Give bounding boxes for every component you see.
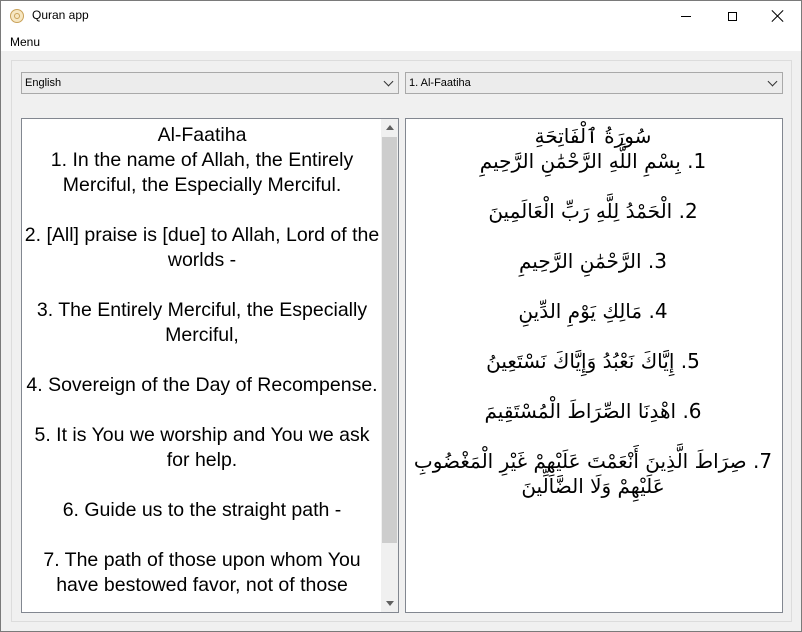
close-icon — [772, 10, 784, 22]
translation-verse-7: 7. The path of those upon whom You have bestowed favor, not of those — [43, 549, 361, 596]
arabic-verse-6: 6. اهْدِنَا الصِّرَاطَ الْمُسْتَقِيمَ — [484, 399, 702, 423]
quran-app-icon — [10, 9, 24, 23]
translation-verse-6: 6. Guide us to the straight path - — [62, 499, 342, 521]
translation-panel[interactable] — [21, 118, 399, 613]
menu-item-menu[interactable]: Menu — [10, 35, 41, 49]
arrow-up-icon — [386, 125, 394, 130]
title-bar[interactable] — [1, 1, 801, 31]
minimize-icon — [681, 16, 691, 17]
close-button[interactable] — [755, 1, 801, 31]
translation-verse-4: 4. Sovereign of the Day of Recompense. — [26, 374, 378, 396]
translation-title: Al-Faatiha — [157, 124, 247, 146]
window-title: Quran app — [32, 8, 89, 22]
arabic-text — [410, 123, 776, 524]
arabic-verse-2: 2. الْحَمْدُ لِلَّهِ رَبِّ الْعَالَمِينَ — [488, 199, 698, 223]
surah-select[interactable] — [405, 72, 783, 94]
translation-verse-1: 1. In the name of Allah, the Entirely Merciful, the Especially Merciful. — [50, 149, 354, 196]
maximize-icon — [728, 12, 737, 21]
translation-verse-3: 3. The Entirely Merciful, the Especially Merciful, — [36, 299, 368, 346]
menu-bar — [1, 31, 801, 51]
language-select[interactable] — [21, 72, 399, 94]
surah-select-value: 1. Al-Faatiha — [409, 77, 471, 89]
arabic-verse-7: 7. صِرَاطَ الَّذِينَ أَنْعَمْتَ عَلَيْهِمْ غَيْرِ الْمَغْضُوبِ عَلَيْهِمْ وَلَا الضَّالِّينَ — [413, 449, 773, 498]
translation-text — [23, 123, 381, 613]
chevron-down-icon — [384, 77, 394, 87]
scroll-down-button[interactable] — [381, 595, 398, 612]
language-select-value: English — [25, 77, 62, 89]
minimize-button[interactable] — [663, 1, 709, 31]
translation-scrollbar[interactable] — [381, 119, 398, 612]
arabic-verse-5: 5. إِيَّاكَ نَعْبُدُ وَإِيَّاكَ نَسْتَعِينُ — [486, 349, 700, 373]
scroll-up-button[interactable] — [381, 119, 398, 136]
translation-verse-2: 2. [All] praise is [due] to Allah, Lord of the worlds - — [24, 224, 380, 271]
arabic-verse-4: 4. مَالِكِ يَوْمِ الدِّينِ — [518, 299, 668, 323]
arabic-panel[interactable] — [405, 118, 783, 613]
arabic-verse-1: 1. بِسْمِ اللَّهِ الرَّحْمَٰنِ الرَّحِيمِ — [479, 149, 707, 173]
arrow-down-icon — [386, 601, 394, 606]
arabic-title: سُورَةُ ٱلْفَاتِحَةِ — [534, 124, 652, 148]
scrollbar-thumb[interactable] — [382, 137, 397, 543]
chevron-down-icon — [768, 77, 778, 87]
translation-verse-5: 5. It is You we worship and You we ask for help. — [34, 424, 370, 471]
maximize-button[interactable] — [709, 1, 755, 31]
arabic-verse-3: 3. الرَّحْمَٰنِ الرَّحِيمِ — [518, 249, 668, 273]
